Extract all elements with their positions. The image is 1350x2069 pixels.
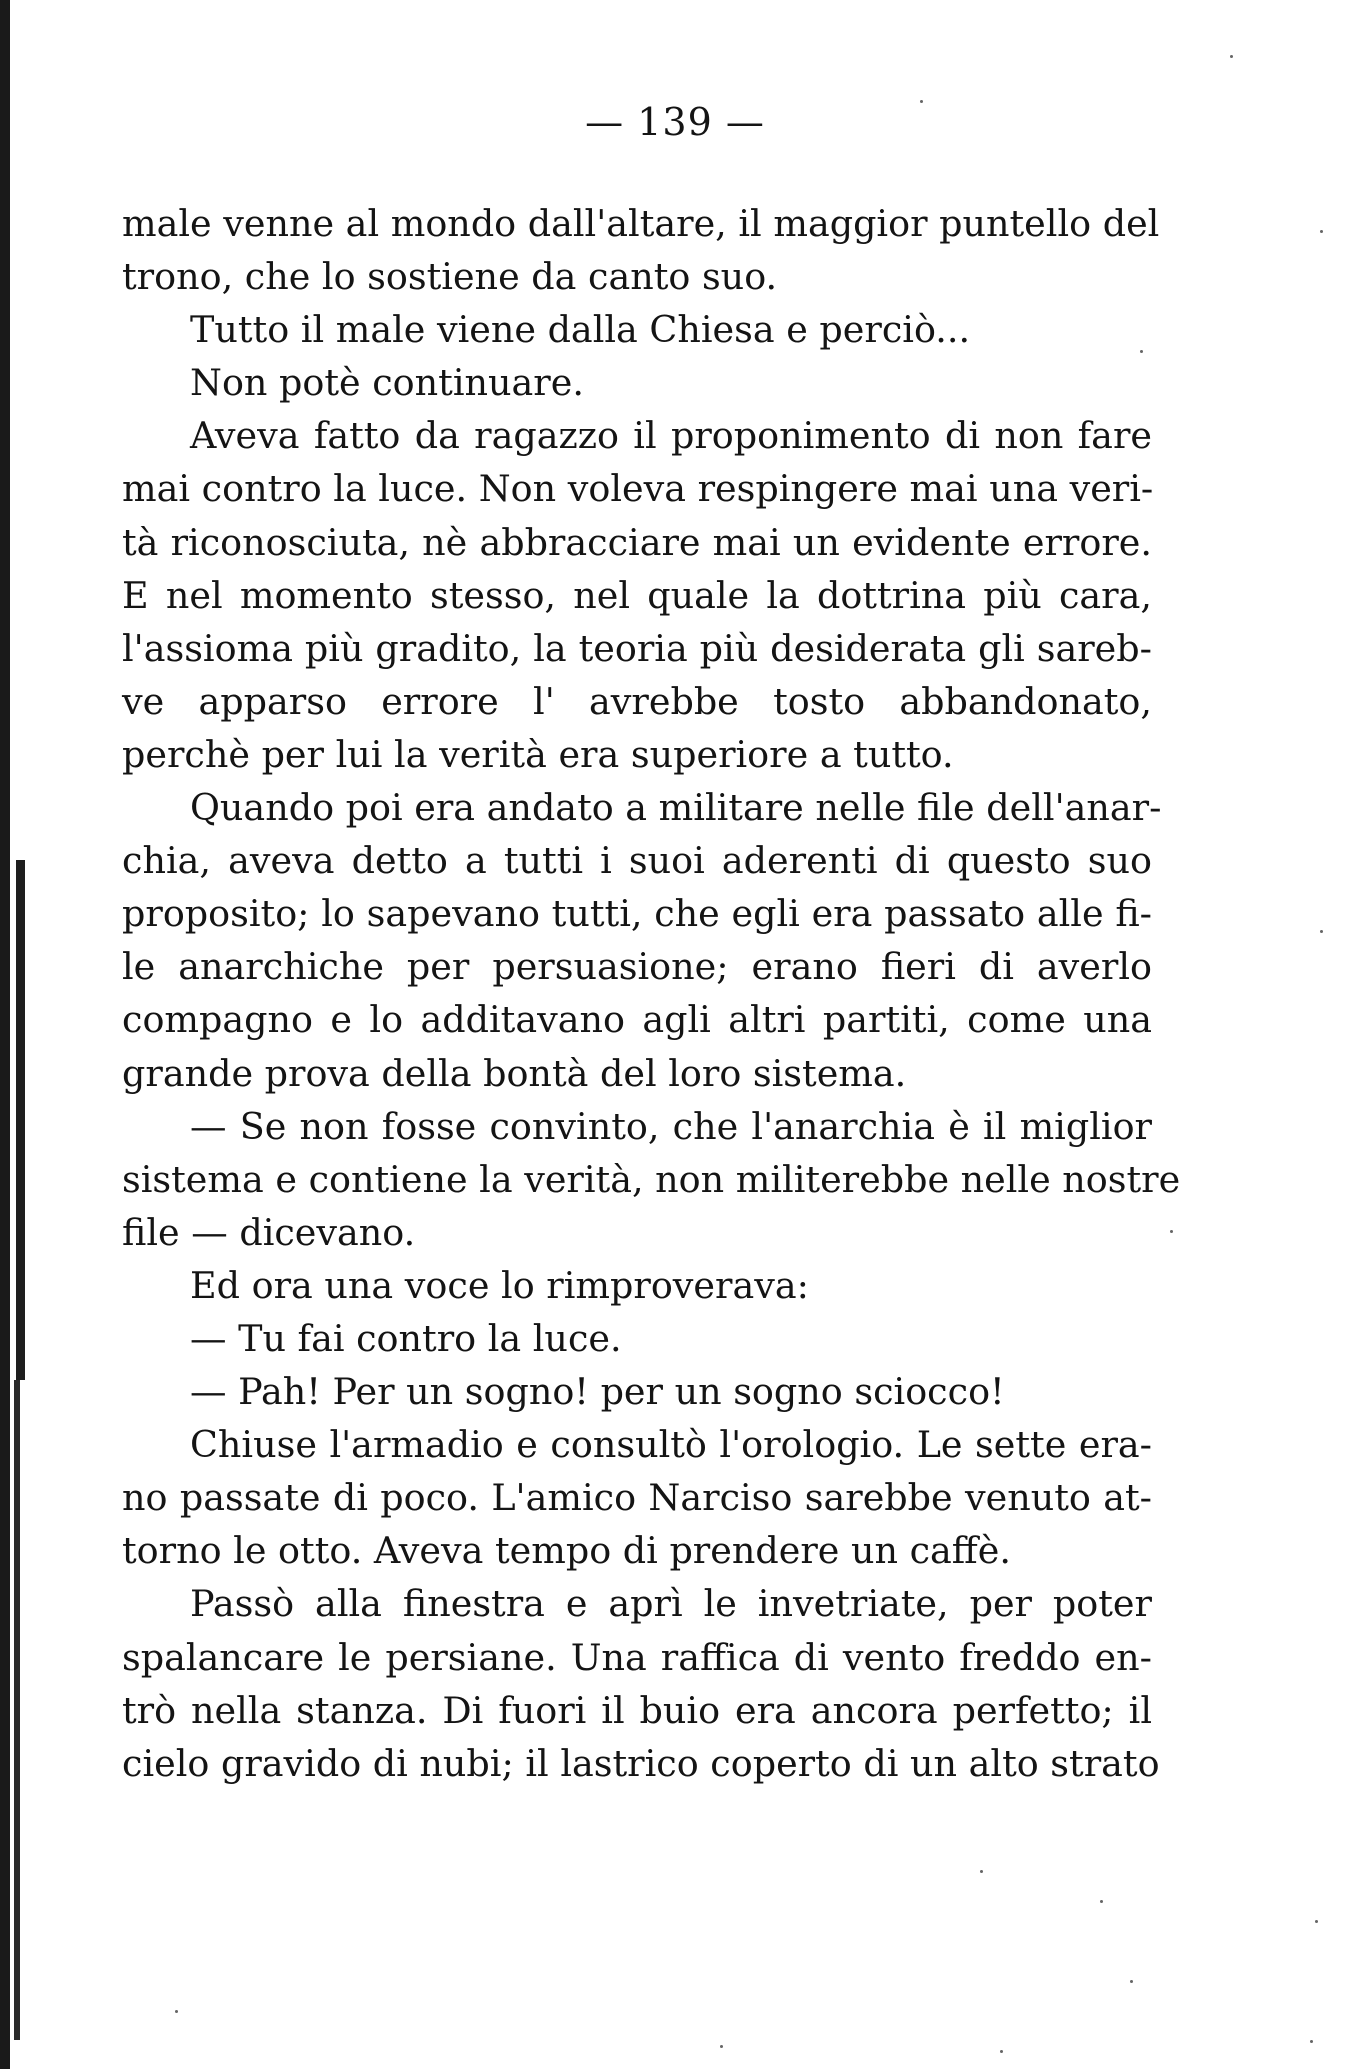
text-line: cielo gravido di nubi; il lastrico coperto di un alto strato: [122, 1741, 1160, 1785]
scan-speck: [920, 100, 923, 103]
text-line: male venne al mondo dall'altare, il maggior puntello del: [122, 202, 1160, 245]
binding-shadow-lower: [14, 1380, 20, 2040]
text-line: compagno e lo additavano agli altri partiti, come una: [122, 998, 1152, 1042]
text-line: Quando poi era andato a militare nelle file dell'anar-: [190, 786, 1162, 830]
scan-speck: [1170, 1230, 1173, 1233]
text-line: perchè per lui la verità era superiore a tutto.: [122, 732, 954, 776]
page-number: — 139 —: [585, 100, 765, 144]
text-line: spalancare le persiane. Una raffica di vento freddo en-: [122, 1635, 1152, 1679]
body-text: [122, 197, 1181, 1790]
text-line: Chiuse l'armadio e consultò l'orologio. Le sette era-: [190, 1423, 1152, 1467]
text-line: E nel momento stesso, nel quale la dottrina più cara,: [122, 573, 1152, 617]
text-line: Ed ora una voce lo rimproverava:: [190, 1263, 809, 1307]
text-line: l'assioma più gradito, la teoria più desiderata gli sareb-: [122, 626, 1152, 670]
text-line: no passate di poco. L'amico Narciso sarebbe venuto at-: [122, 1476, 1152, 1520]
binding-shadow: [16, 860, 25, 1380]
text-line: — Se non fosse convinto, che l'anarchia è il miglior: [190, 1104, 1152, 1148]
binding-edge: [0, 0, 10, 2069]
text-line: le anarchiche per persuasione; erano fieri di averlo: [122, 945, 1152, 989]
text-line: chia, aveva detto a tutti i suoi aderenti di questo suo: [122, 839, 1152, 883]
text-line: Non potè continuare.: [190, 361, 584, 405]
text-line: — Tu fai contro la luce.: [190, 1316, 622, 1360]
scan-speck: [1230, 55, 1233, 58]
scan-speck: [1000, 2050, 1003, 2053]
scan-speck: [1320, 230, 1323, 233]
text-line: trono, che lo sostiene da canto suo.: [122, 255, 778, 299]
text-line: sistema e contiene la verità, non militerebbe nelle nostre: [122, 1157, 1181, 1201]
text-line: Tutto il male viene dalla Chiesa e perciò...: [190, 308, 971, 352]
scan-speck: [1100, 1900, 1103, 1903]
scan-speck: [1320, 930, 1323, 933]
text-line: ve apparso errore l' avrebbe tosto abbandonato,: [122, 679, 1152, 723]
text-line: — Pah! Per un sogno! per un sogno sciocco!: [190, 1370, 1005, 1414]
scan-speck: [1315, 1920, 1318, 1923]
scan-speck: [1310, 2040, 1313, 2043]
text-line: Aveva fatto da ragazzo il proponimento di non fare: [190, 414, 1152, 458]
scan-speck: [720, 2045, 723, 2048]
text-line: tà riconosciuta, nè abbracciare mai un evidente errore.: [122, 520, 1152, 564]
text-line: mai contro la luce. Non voleva respingere mai una veri-: [122, 467, 1154, 511]
scan-speck: [1140, 350, 1143, 353]
text-line: Passò alla finestra e aprì le invetriate, per poter: [190, 1582, 1152, 1626]
text-line: file — dicevano.: [122, 1210, 416, 1254]
text-line: torno le otto. Aveva tempo di prendere un caffè.: [122, 1529, 1011, 1573]
text-line: trò nella stanza. Di fuori il buio era ancora perfetto; il: [122, 1688, 1152, 1732]
text-line: proposito; lo sapevano tutti, che egli era passato alle fi-: [122, 892, 1152, 936]
text-line: grande prova della bontà del loro sistema.: [122, 1051, 907, 1095]
scan-speck: [175, 2010, 178, 2013]
scan-speck: [1130, 1980, 1133, 1983]
scan-speck: [980, 1870, 983, 1873]
